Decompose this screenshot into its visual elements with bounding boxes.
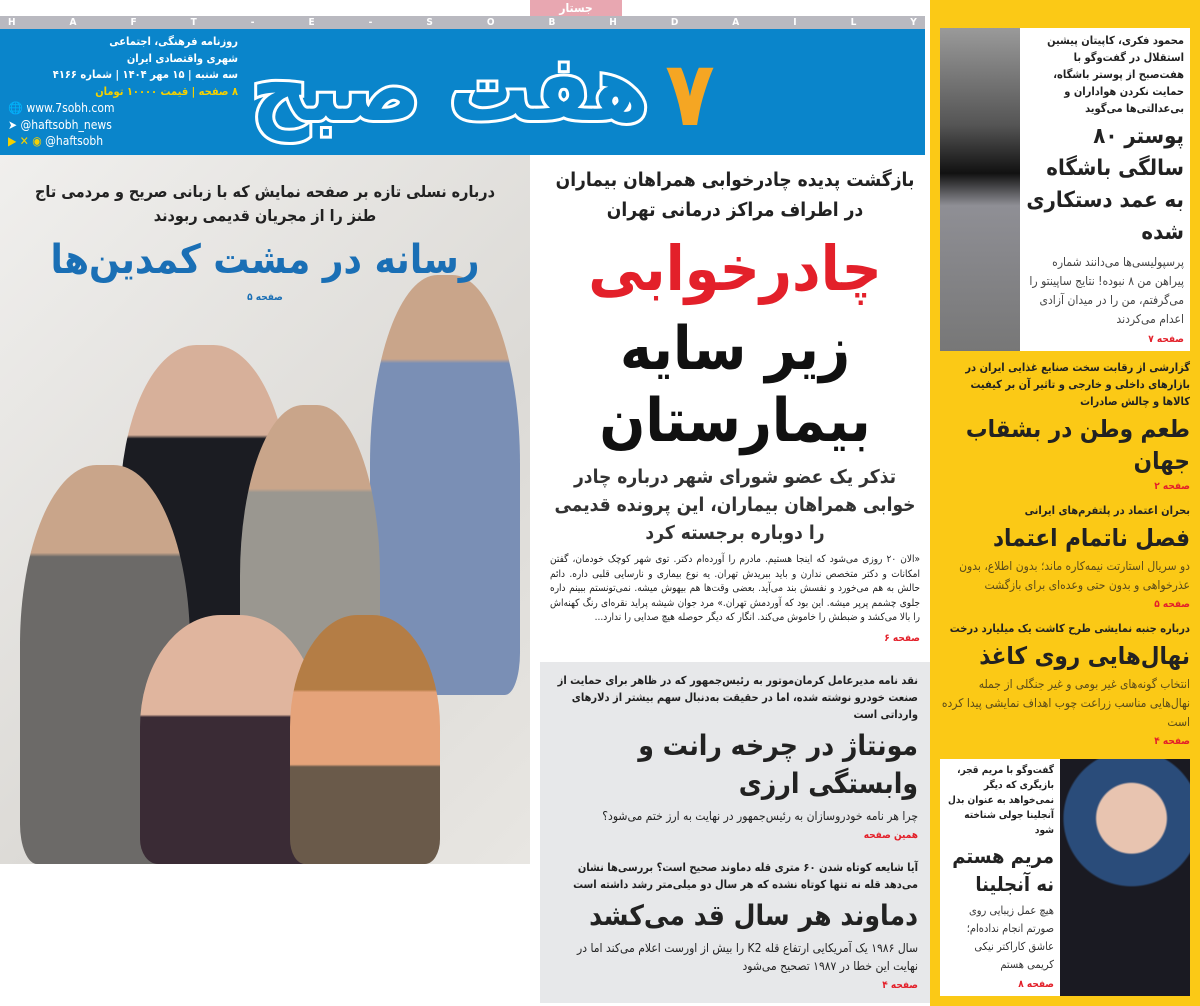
left-story-headline[interactable]: رسانه در مشت کمدین‌ها <box>50 237 480 283</box>
story-page: صفحه ۴ <box>1154 736 1190 747</box>
main-story-kicker: بازگشت پدیده چادرخوابی همراهان بیماران در اطراف مراکز درمانی تهران <box>555 169 915 221</box>
story-page: صفحه ۴ <box>882 979 918 991</box>
strip-letter: H <box>8 17 16 28</box>
newspaper-logo <box>250 30 650 155</box>
paper-type: روزنامه فرهنگی، اجتماعی <box>109 35 238 48</box>
strip-letter: B <box>548 17 556 28</box>
story-kicker: گفت‌وگو با مریم قجر، بازیگری که دیگر نمی‌خواهد به عنوان بدل آنجلینا جولی شناخته شود <box>948 765 1054 836</box>
story-page: صفحه ۸ <box>1018 979 1054 990</box>
strip-letter: - <box>250 17 255 28</box>
overlay-badge: جستار <box>530 0 622 16</box>
logo-text: هفت صبح <box>250 37 649 142</box>
paper-type-2: شهری واقتصادی ایران <box>126 51 238 65</box>
right-story <box>940 359 1190 494</box>
strip-letter: I <box>793 17 797 28</box>
main-headline-black[interactable]: زیر سایه بیمارستان <box>599 314 871 456</box>
strip-letter: O <box>486 17 495 28</box>
strip-letter: Y <box>910 17 917 28</box>
strip-letter: S <box>426 17 433 28</box>
story-subhead: هیچ عمل زیبایی روی صورتم انجام نداده‌ام؛ عاشق کاراکتر نیکی کریمی هستم <box>966 904 1054 971</box>
story-headline[interactable]: مونتاژ در چرخه رانت و وابستگی ارزی <box>638 728 918 800</box>
story-page: همین صفحه <box>863 829 918 841</box>
strip-letter: D <box>670 17 679 28</box>
story-subhead: چرا هر نامه خودروسازان به رئیس‌جمهور در نهایت به ارز ختم می‌شود؟ <box>602 808 918 823</box>
strip-letter: E <box>308 17 315 28</box>
telegram-icon: ➤ <box>8 117 18 132</box>
gray-box <box>540 662 930 1003</box>
masthead-info <box>8 34 238 150</box>
social-icons: ▶ ✕ ◉ <box>8 134 42 148</box>
story-subhead: پرسپولیسی‌ها می‌دانند شماره پیراهن من ۸ نبوده! نتایج ساپینتو را می‌گرفتم، من را در میدان آزادی اعدام می‌کردند <box>1029 255 1184 326</box>
story-headline[interactable]: نهال‌هایی روی کاغذ <box>979 642 1190 670</box>
interview-box <box>940 28 1190 351</box>
strip-letter: H <box>609 17 617 28</box>
main-headline-red[interactable]: چادرخوابی <box>588 232 882 305</box>
story-subhead: انتخاب گونه‌های غیر بومی و غیر جنگلی از جمله نهال‌هایی مناسب زراعت چوب اهداف نمایشی پیدا کرده است <box>941 677 1190 729</box>
strip-letter: - <box>368 17 373 28</box>
puppet <box>290 615 440 864</box>
story-kicker: گزارشی از رقابت سخت صنایع غذایی ایران در بازارهای داخلی و خارجی و تاثیر آن بر کیفیت کالاها و چالش صادرات <box>965 361 1190 408</box>
main-story-body: «الان ۲۰ روزی می‌شود که اینجا هستیم. مادرم را آورده‌ام دکتر. توی شهر کوچک خودمان، گفتن امکانات و دکتر متخصص ندارن و باید ببریدش تهران. یه نوع بیماری و نارسایی قلبی داره. دائم حالش به هم می‌خورد و نفسش بند می‌آید. بعضی وقت‌ها هم بیهوش میشه. نمی‌تونستم ببینم داره جلوی چشمم پرپر میشه. این بود که آوردمش تهران.» مرد جوان شیشه پراید نقره‌ای رنگ کهنه‌اش را بالا می‌کشد و ضبطش را خاموش می‌کند. انگار که دیگر حوصله هیچ صدایی را ندارد... <box>550 554 920 623</box>
strip-letter: F <box>130 17 137 28</box>
story-page: صفحه ۷ <box>1148 334 1184 345</box>
main-story-subhead: تذکر یک عضو شورای شهر درباره چادر خوابی همراهان بیماران، این پرونده قدیمی را دوباره برجسته کرد <box>554 466 916 544</box>
main-story-page: صفحه ۶ <box>884 632 920 644</box>
story-kicker: بحران اعتماد در پلتفرم‌های ایرانی <box>1024 504 1190 517</box>
globe-icon: 🌐 <box>8 101 23 115</box>
story-kicker: نقد نامه مدیرعامل کرمان‌موتور به رئیس‌جمهور که در ظاهر برای حمایت از صنعت خودرو نوشته شده، اما در حقیقت به‌دنبال سهم بیشتر از دلارهای وارداتی است <box>557 673 918 721</box>
story-headline[interactable]: طعم وطن در بشقاب جهان <box>965 415 1190 475</box>
price: ۸ صفحه | قیمت ۱۰۰۰۰ تومان <box>95 84 238 98</box>
story-kicker: آیا شایعه کوتاه شدن ۶۰ متری قله دماوند صحیح است؟ بررسی‌ها نشان می‌دهد قله نه تنها کوتاه نشده که هر سال دو میلی‌متر رشد داشته است <box>573 860 918 891</box>
right-column <box>930 0 1200 1006</box>
story-subhead: سال ۱۹۸۶ یک آمریکایی ارتفاع قله K2 را بیش از اورست اعلام می‌کند اما در نهایت این خطا در ۱۹۸۷ تصحیح می‌شود <box>577 940 918 973</box>
photo-woman <box>1060 759 1190 996</box>
left-story-page: صفحه ۵ <box>247 292 283 303</box>
story-headline[interactable]: پوستر ۸۰ سالگی باشگاه به عمد دستکاری شده <box>1026 124 1184 245</box>
masthead-strip <box>0 16 925 29</box>
right-story <box>940 620 1190 749</box>
left-story <box>0 155 530 864</box>
left-story-kicker: درباره نسلی تازه بر صفحه نمایش که با زبانی صریح و مردمی تاج طنز را از مجریان قدیمی ربودند <box>35 182 495 225</box>
strip-letter: L <box>850 17 857 28</box>
story-kicker: محمود فکری، کاپیتان پیشین استقلال در گفت‌وگو با هفت‌صبح از پوستر باشگاه، حمایت نکردن هواداران و بی‌عدالتی‌ها می‌گوید <box>1047 34 1184 115</box>
strip-letter: A <box>69 17 77 28</box>
story-headline[interactable]: دماوند هر سال قد می‌کشد <box>589 898 918 932</box>
story-kicker: درباره جنبه نمایشی طرح کاشت یک میلیارد درخت <box>949 622 1190 635</box>
social-handle[interactable]: @haftsobh <box>45 134 104 148</box>
story-headline[interactable]: مریم هستم نه آنجلینا <box>952 844 1054 896</box>
logo-numeral: ۷ <box>665 42 715 147</box>
story-page: صفحه ۲ <box>1154 481 1190 492</box>
story-headline[interactable]: فصل ناتمام اعتماد <box>992 524 1190 552</box>
website-link[interactable]: www.7sobh.com <box>26 101 115 115</box>
photo-man <box>940 28 1020 351</box>
strip-letter: T <box>190 17 197 28</box>
story-subhead: دو سریال استارتت نیمه‌کاره ماند؛ بدون اطلاع، بدون عذرخواهی و بدون حتی وعده‌ای برای بازگشت <box>959 559 1190 592</box>
telegram-handle[interactable]: @haftsobh_news <box>20 117 112 132</box>
issue-date: سه شنبه | ۱۵ مهر ۱۴۰۴ | شماره ۴۱۶۶ <box>52 68 238 81</box>
right-story <box>940 502 1190 612</box>
main-story <box>540 165 930 1003</box>
strip-letter: A <box>732 17 740 28</box>
story-page: صفحه ۵ <box>1154 599 1190 610</box>
interview-box-2 <box>940 759 1190 996</box>
